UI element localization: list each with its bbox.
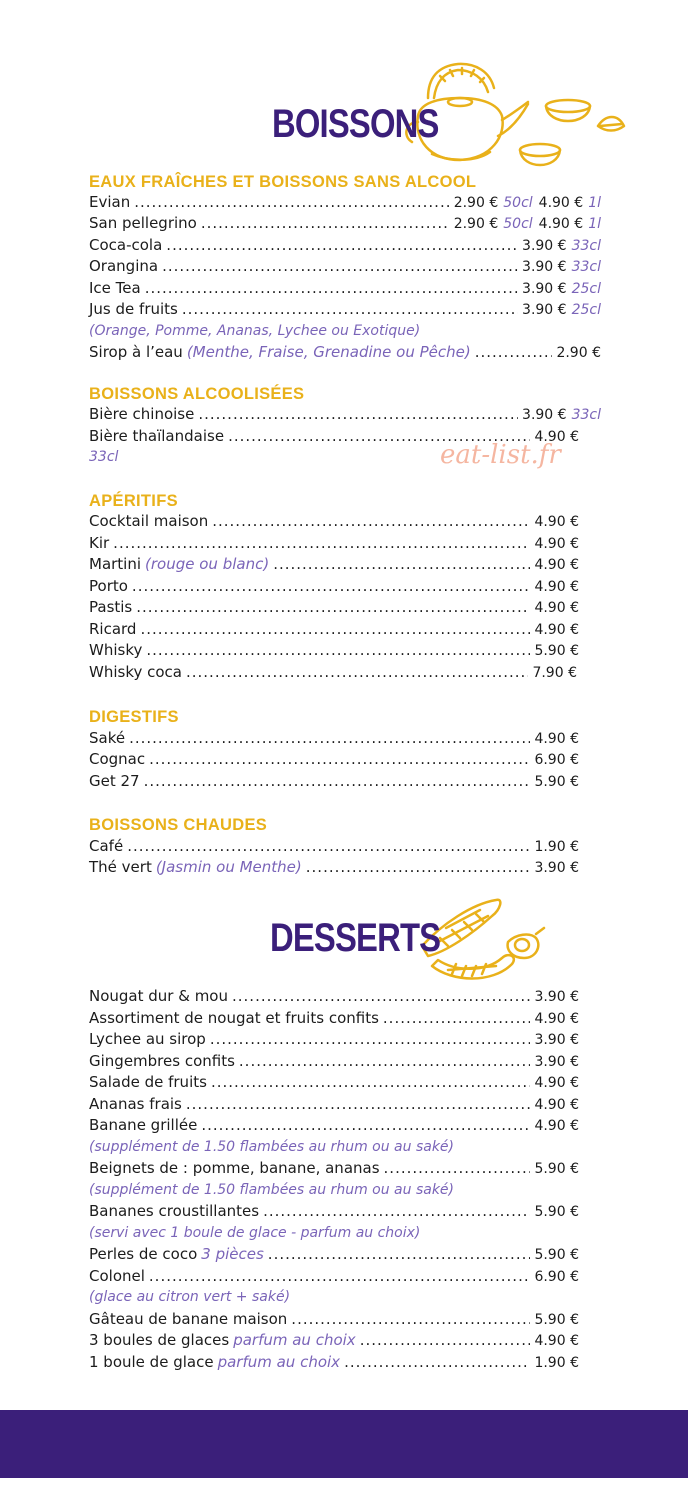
menu-item-the-vert: Thé vert (Jasmin ou Menthe) ..... 3.90 €	[89, 857, 579, 878]
dessert-item-salade: Salade de fruits ..... 4.90 €	[89, 1072, 579, 1093]
menu-item-biere-chinoise: Bière chinoise ..... 3.90 € 33cl	[89, 404, 601, 425]
menu-item-orangina: Orangina ..... 3.90 € 33cl	[89, 256, 601, 277]
dessert-item-assortiment: Assortiment de nougat et fruits confits ..... 4.90 €	[89, 1008, 579, 1029]
section-heading-digestifs: DIGESTIFS	[89, 708, 179, 726]
colonel-note: (glace au citron vert + saké)	[89, 1289, 291, 1305]
section-heading-chaudes: BOISSONS CHAUDES	[89, 816, 268, 834]
jus-de-fruits-note: (Orange, Pomme, Ananas, Lychee ou Exotique)	[89, 323, 421, 339]
dessert-item-banane-grillee: Banane grillée ..... 4.90 €	[89, 1115, 579, 1136]
menu-item-whisky: Whisky ..... 5.90 €	[89, 640, 579, 661]
section-heading-alcool: BOISSONS ALCOOLISÉES	[89, 385, 305, 403]
dessert-item-bananes-croustillantes: Bananes croustillantes ..... 5.90 €	[89, 1201, 579, 1222]
watermark: eat-list.fr	[440, 440, 561, 470]
dessert-item-1-boule: 1 boule de glace parfum au choix ..... 1.90 €	[89, 1352, 579, 1373]
dessert-item-perles-coco: Perles de coco 3 pièces ..... 5.90 €	[89, 1244, 579, 1265]
menu-item-cognac: Cognac ..... 6.90 €	[89, 749, 579, 770]
boissons-title: BOISSONS	[272, 102, 439, 146]
menu-item-jus-de-fruits: Jus de fruits ..... 3.90 € 25cl	[89, 299, 601, 320]
section-heading-eaux: EAUX FRAÎCHES ET BOISSONS SANS ALCOOL	[89, 173, 477, 191]
croustillantes-note: (servi avec 1 boule de glace - parfum au choix)	[89, 1225, 421, 1241]
dessert-item-gingembres: Gingembres confits ..... 3.90 €	[89, 1051, 579, 1072]
banane-grillee-note: (supplément de 1.50 flambées au rhum ou au saké)	[89, 1139, 454, 1155]
menu-item-kir: Kir ..... 4.90 €	[89, 533, 579, 554]
dessert-item-lychee: Lychee au sirop ..... 3.90 €	[89, 1029, 579, 1050]
menu-item-sake: Saké ..... 4.90 €	[89, 728, 579, 749]
menu-item-cocktail-maison: Cocktail maison ..... 4.90 €	[89, 511, 579, 532]
menu-item-biere-thailandaise: Bière thaïlandaise ..... 4.90 €	[89, 426, 579, 447]
menu-item-porto: Porto ..... 4.90 €	[89, 576, 579, 597]
desserts-title: DESSERTS	[270, 916, 441, 960]
menu-item-ice-tea: Ice Tea ..... 3.90 € 25cl	[89, 278, 601, 299]
menu-item-san-pellegrino: San pellegrino ..... 2.90 € 50cl 4.90 € 1l	[89, 213, 601, 234]
menu-item-evian: Evian ..... 2.90 € 50cl 4.90 € 1l	[89, 192, 601, 213]
menu-item-sirop: Sirop à l’eau (Menthe, Fraise, Grenadine ou Pêche) ..... 2.90 €	[89, 342, 601, 363]
menu-item-coca-cola: Coca-cola ..... 3.90 € 33cl	[89, 235, 601, 256]
section-heading-aperitifs: APÉRITIFS	[89, 492, 178, 510]
footer-band	[0, 1410, 688, 1478]
menu-item-get-27: Get 27 ..... 5.90 €	[89, 771, 579, 792]
beignets-note: (supplément de 1.50 flambées au rhum ou au saké)	[89, 1182, 454, 1198]
dessert-item-beignets: Beignets de : pomme, banane, ananas ..... 5.90 €	[89, 1158, 579, 1179]
biere-thailandaise-volume: 33cl	[89, 449, 119, 465]
dessert-item-colonel: Colonel ..... 6.90 €	[89, 1266, 579, 1287]
menu-item-whisky-coca: Whisky coca ..... 7.90 €	[89, 662, 577, 683]
menu-item-ricard: Ricard ..... 4.90 €	[89, 619, 579, 640]
dessert-item-nougat: Nougat dur & mou ..... 3.90 €	[89, 986, 579, 1007]
dessert-item-ananas: Ananas frais ..... 4.90 €	[89, 1094, 579, 1115]
menu-item-pastis: Pastis ..... 4.90 €	[89, 597, 579, 618]
menu-item-cafe: Café ..... 1.90 €	[89, 836, 579, 857]
menu-item-martini: Martini (rouge ou blanc) ..... 4.90 €	[89, 554, 579, 575]
dessert-item-gateau-banane: Gâteau de banane maison ..... 5.90 €	[89, 1309, 579, 1330]
dessert-item-3-boules: 3 boules de glaces parfum au choix ..... 4.90 €	[89, 1330, 579, 1351]
teacup-icon	[510, 92, 630, 174]
